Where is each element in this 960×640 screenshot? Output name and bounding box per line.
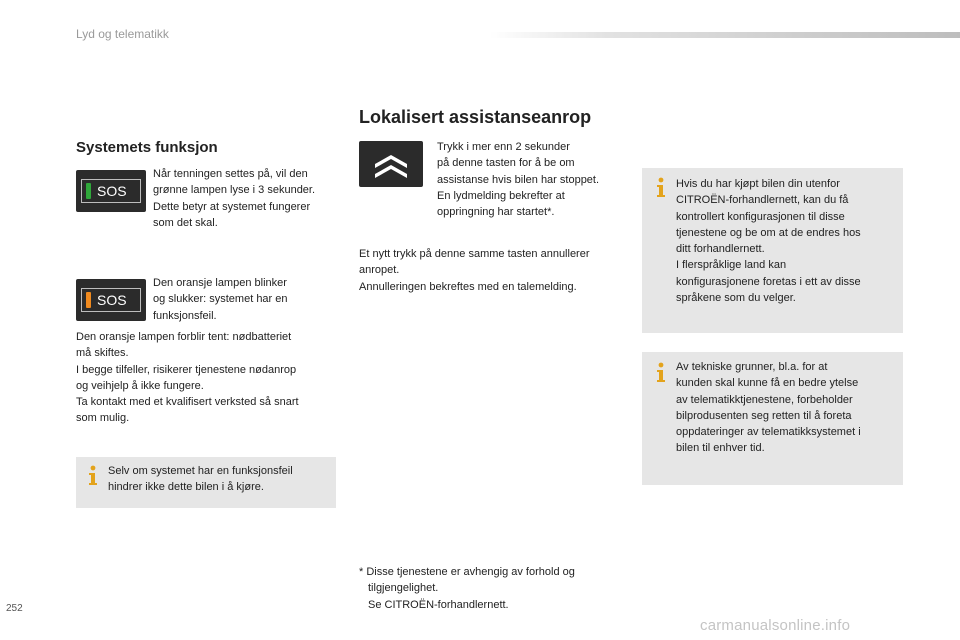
info-icon (654, 362, 668, 384)
citroen-assistance-key (359, 141, 423, 187)
info-text: Av tekniske grunner, bl.a. for at kunden skal kunne få en bedre ytelse av telematikktjenestene, forbeholder bilprodusenten seg retten til å foreta oppdateringer av telematikksystemet i bilen til enhver tid. (676, 361, 861, 455)
watermark: carmanualsonline.info (700, 617, 851, 634)
section-heading-system-function: Systemets funksjon (76, 139, 218, 156)
fault-description: Den oransje lampen forblir tent: nødbatteriet må skiftes. I begge tilfeller, risikerer tjenestene nødanrop og veihjelp å ikke fungere. Ta kontakt med et kvalifisert verksted så snart som mulig. (76, 331, 299, 425)
sos-button-frame (81, 179, 141, 203)
info-text: Selv om systemet har en funksjonsfeil hindrer ikke dette bilen i å kjøre. (108, 465, 293, 494)
footnote: * Disse tjenestene er avhengig av forhold og tilgjengelighet. Se CITROËN-forhandlernett. (359, 566, 575, 611)
citroen-chevrons-icon (371, 148, 411, 180)
cancel-description: Et nytt trykk på denne samme tasten annullerer anropet. Annulleringen bekreftes med en talemelding. (359, 248, 590, 293)
press-key-description: Trykk i mer enn 2 sekunder på denne tasten for å be om assistanse hvis bilen har stoppet. En lydmelding bekrefter at oppringning har startet*. (437, 141, 600, 219)
sos-label: SOS (97, 292, 127, 308)
info-text: Hvis du har kjøpt bilen din utenfor CITROËN-forhandlernett, kan du få kontrollert konfigurasjonen til disse tjenestene og be om at de endres hos ditt forhandlernett. I flerspråklige land kan konfigurasjonene foretas i ett av disse språkene som du velger. (676, 178, 861, 305)
header-divider (490, 32, 960, 38)
sos-orange-lamp-badge (76, 279, 146, 321)
sos-green-lamp-badge (76, 170, 146, 212)
page-number: 252 (6, 603, 23, 614)
info-icon (86, 465, 100, 487)
orange-lamp-description: Den oransje lampen blinker og slukker: systemet har en funksjonsfeil. (153, 277, 288, 322)
section-heading-local-assistance: Lokalisert assistanseanrop (359, 107, 592, 127)
green-lamp-icon (86, 183, 91, 199)
sos-label: SOS (97, 183, 127, 199)
chapter-title: Lyd og telematikk (76, 27, 169, 41)
info-box-outside-network (642, 168, 903, 333)
green-lamp-description: Når tenningen settes på, vil den grønne lampen lyse i 3 sekunder. Dette betyr at systemet fungerer som det skal. (153, 168, 316, 229)
info-box-technical-updates (642, 352, 903, 485)
info-box-fault-driving (76, 457, 336, 508)
sos-button-frame (81, 288, 141, 312)
orange-lamp-icon (86, 292, 91, 308)
info-icon (654, 177, 668, 199)
